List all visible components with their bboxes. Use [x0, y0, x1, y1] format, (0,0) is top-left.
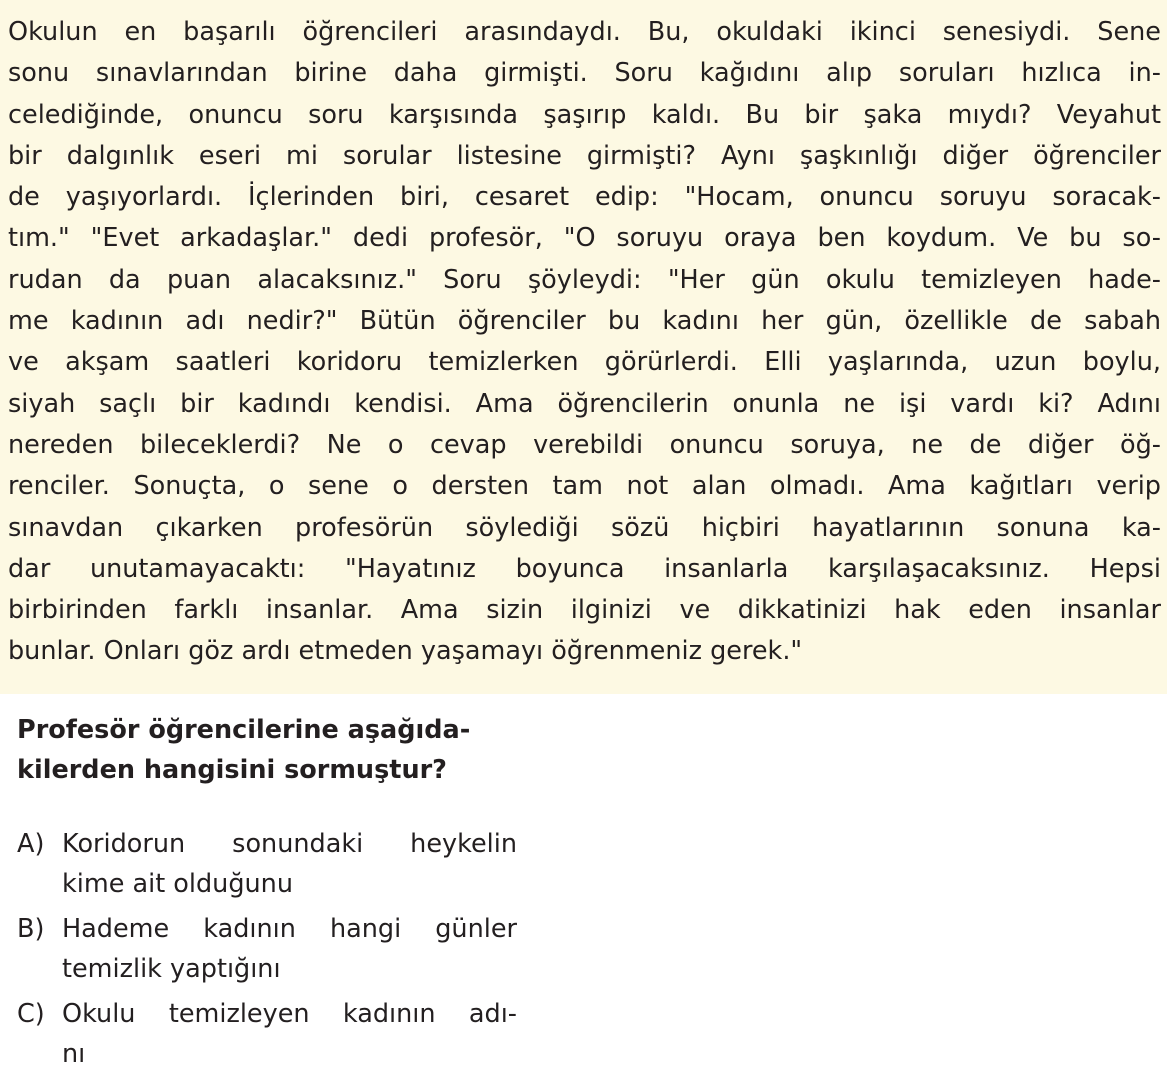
option-text-line-2: kime ait olduğunu	[62, 869, 294, 899]
option-text-line-2: nı	[62, 1039, 86, 1069]
option-text-line-2: temizlik yaptığını	[62, 954, 281, 984]
option-b[interactable]	[17, 909, 527, 989]
passage-line: bir dalgınlık eseri mi sorular listesine girmişti? Aynı şaşkınlığı diğer öğrenciler	[8, 140, 1161, 171]
option-letter: A)	[17, 829, 45, 859]
passage-line: tım." "Evet arkadaşlar." dedi profesör, "O soruyu oraya ben koydum. Ve bu so-	[8, 223, 1161, 254]
passage-line: de yaşıyorlardı. İçlerinden biri, cesaret edip: "Hocam, onuncu soruyu soracak-	[8, 182, 1161, 213]
question-line-2: kilerden hangisini sormuştur?	[17, 755, 447, 785]
passage-line: siyah saçlı bir kadındı kendisi. Ama öğrencilerin onunla ne işi vardı ki? Adını	[8, 388, 1161, 419]
option-text	[62, 994, 527, 1074]
question-line-1: Profesör öğrencilerine aşağıda-	[17, 715, 471, 745]
passage-line: rudan da puan alacaksınız." Soru şöyleydi: "Her gün okulu temizleyen hade-	[8, 264, 1161, 295]
passage-line: bunlar. Onları göz ardı etmeden yaşamayı öğrenmeniz gerek."	[8, 636, 803, 667]
option-text-line-1: Okulu temizleyen kadının adı-	[62, 999, 517, 1029]
option-c[interactable]	[17, 994, 527, 1074]
passage-line: Okulun en başarılı öğrencileri arasındaydı. Bu, okuldaki ikinci senesiydi. Sene	[8, 17, 1161, 47]
option-text	[62, 909, 527, 989]
option-text	[62, 824, 527, 904]
passage-line: sınavdan çıkarken profesörün söylediği sözü hiçbiri hayatlarının sonuna ka-	[8, 512, 1161, 543]
passage-line: me kadının adı nedir?" Bütün öğrenciler bu kadını her gün, özellikle de sabah	[8, 306, 1161, 337]
question-text	[17, 710, 527, 790]
option-text-line-1: Hademe kadının hangi günler	[62, 914, 517, 944]
passage-line: celediğinde, onuncu soru karşısında şaşırıp kaldı. Bu bir şaka mıydı? Veyahut	[8, 99, 1161, 130]
passage-line: sonu sınavlarından birine daha girmişti. Soru kağıdını alıp soruları hızlıca in-	[8, 58, 1161, 89]
passage-line: birbirinden farklı insanlar. Ama sizin ilginizi ve dikkatinizi hak eden insanlar	[8, 595, 1161, 626]
option-text-line-1: Koridorun sonundaki heykelin	[62, 829, 517, 859]
passage-line: ve akşam saatleri koridoru temizlerken görürlerdi. Elli yaşlarında, uzun boylu,	[8, 347, 1161, 378]
option-a[interactable]	[17, 824, 527, 904]
option-letter: B)	[17, 914, 45, 944]
answer-options	[17, 824, 527, 1079]
option-letter: C)	[17, 999, 45, 1029]
passage-line: dar unutamayacaktı: "Hayatınız boyunca insanlarla karşılaşacaksınız. Hepsi	[8, 553, 1161, 584]
passage-line: nereden bileceklerdi? Ne o cevap verebildi onuncu soruya, ne de diğer öğ-	[8, 429, 1161, 460]
passage-line: renciler. Sonuçta, o sene o dersten tam not alan olmadı. Ama kağıtları verip	[8, 471, 1161, 502]
